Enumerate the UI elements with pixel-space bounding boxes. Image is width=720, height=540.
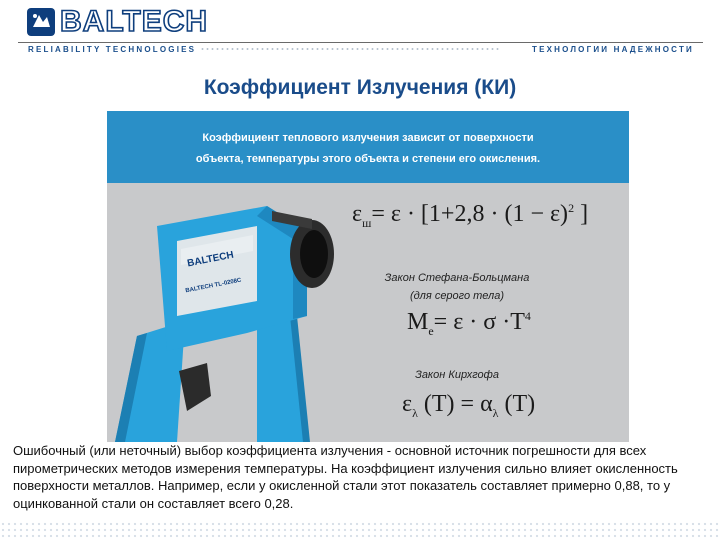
header-dot-pattern: [200, 47, 500, 51]
formulas-area: [107, 111, 629, 442]
device-model-label: BALTECH TL-0208C: [184, 277, 242, 295]
baltech-logo: [26, 4, 208, 40]
page-header: [0, 0, 720, 58]
logo-emblem-icon: [26, 7, 56, 37]
stefan-boltzmann-formula: $M_e= \varepsilon \cdot \sigma \cdot T^4$: [407, 309, 531, 338]
tagline-russian: ТЕХНОЛОГИИ НАДЕЖНОСТИ: [532, 45, 694, 54]
illustration-panel: [107, 111, 629, 442]
law1-name-line2: (для серого тела): [409, 290, 505, 302]
description-text: Ошибочный (или неточный) выбор коэффициента излучения - основной источник погрешности для всех пирометрических методов измерения температуры. На коэффициент излучения сильно влияет окисленность поверхности металлов. Например, если у окисленной стали этот показатель составляет примерно 0,88, то у оцинкованной стали он составляет всего 0,28.: [13, 443, 678, 511]
kirchhoff-law-title: Закон Кирхгофа: [415, 369, 499, 381]
emissivity-formula: $\varepsilon_ш= \varepsilon \cdot [1+2,8 \cdot (1 - \varepsilon)^2$ ]: [352, 201, 589, 230]
kirchhoff-formula: $\varepsilon_\lambda$ $(T) = \alpha_\lambda$ (T): [402, 391, 536, 420]
device-brand-label: BALTECH: [186, 249, 235, 270]
page-title: Коэффициент Излучения (КИ): [203, 76, 517, 99]
banner-line-1: Коэффициент теплового излучения зависит от поверхности: [202, 132, 534, 144]
header-divider: [18, 42, 703, 43]
law1-name-line1: Закон Стефана-Больцмана: [384, 272, 530, 284]
banner-line-2: объекта, температуры этого объекта и степени его окисления.: [195, 153, 541, 165]
stefan-boltzmann-law-title: [352, 269, 562, 305]
logo-wordmark: BALTECH: [60, 5, 209, 38]
tagline-english: RELIABILITY TECHNOLOGIES: [28, 45, 197, 54]
footer-dot-pattern: [0, 521, 720, 540]
